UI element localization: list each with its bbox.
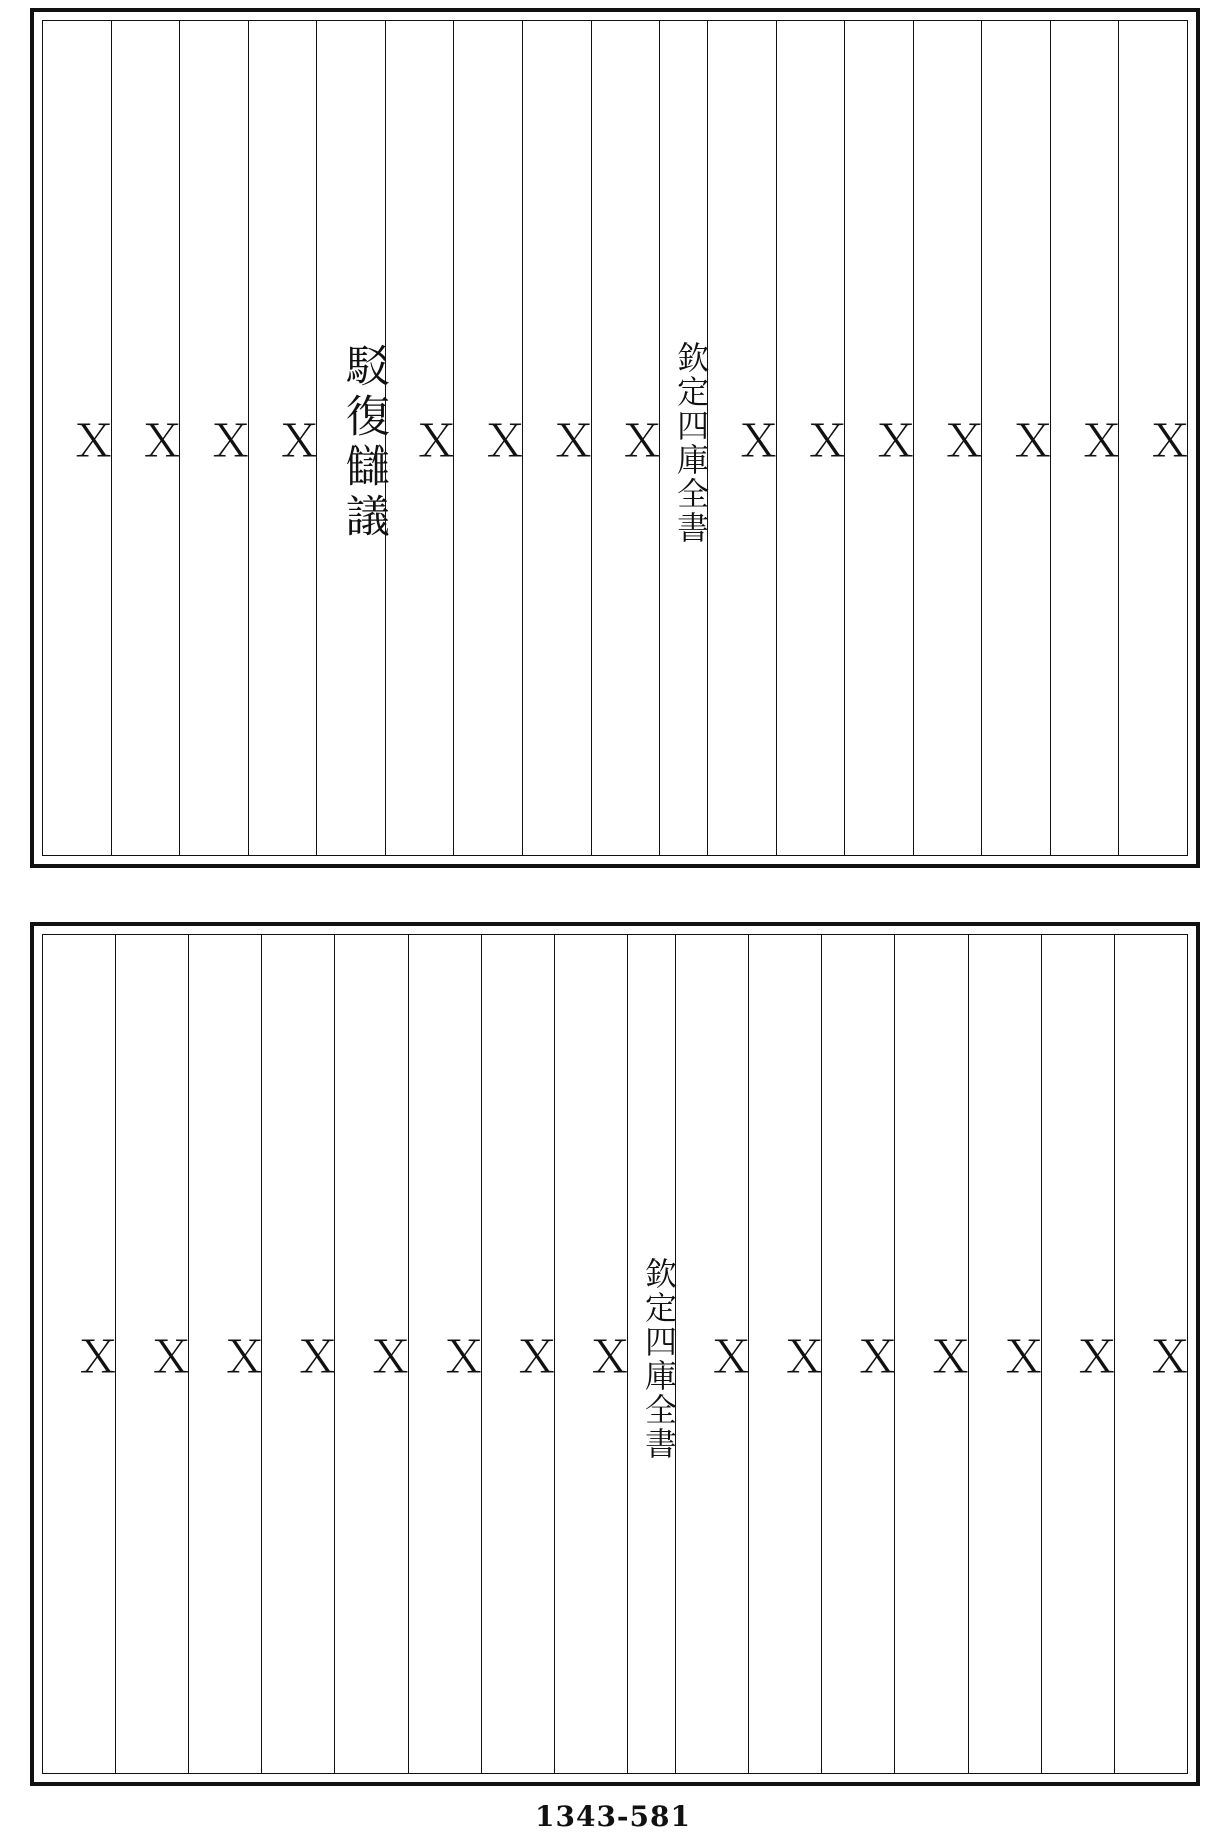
text-column: Ｘ <box>748 935 821 1773</box>
text-column: Ｘ <box>248 21 317 855</box>
text-column: Ｘ <box>1050 21 1119 855</box>
text-column: Ｘ <box>1041 935 1114 1773</box>
text-column: Ｘ <box>1118 21 1187 855</box>
text-column: Ｘ <box>968 935 1041 1773</box>
text-column: Ｘ <box>675 935 748 1773</box>
text-column: Ｘ <box>707 21 776 855</box>
book-title-banner: 欽定四庫全書 <box>627 935 675 1773</box>
text-column: Ｘ <box>776 21 845 855</box>
text-column: Ｘ <box>115 935 188 1773</box>
text-column: Ｘ <box>334 935 407 1773</box>
text-column: Ｘ <box>261 935 334 1773</box>
text-column: Ｘ <box>913 21 982 855</box>
text-column: Ｘ <box>481 935 554 1773</box>
text-column: Ｘ <box>188 935 261 1773</box>
text-column: Ｘ <box>821 935 894 1773</box>
upper-page-columns <box>43 21 1191 855</box>
text-column: Ｘ <box>408 935 481 1773</box>
upper-page-frame <box>42 20 1191 856</box>
text-column: Ｘ <box>453 21 522 855</box>
text-column: Ｘ <box>591 21 660 855</box>
text-column: Ｘ <box>844 21 913 855</box>
text-column: Ｘ <box>63 418 115 468</box>
text-column: Ｘ <box>179 21 248 855</box>
lower-page <box>30 922 1200 1786</box>
text-column: Ｘ <box>1114 935 1187 1773</box>
book-title-banner: 欽定四庫全書 <box>659 21 707 855</box>
text-column: 駁復讎議 <box>316 21 385 855</box>
text-column: Ｘ <box>111 21 180 855</box>
lower-page-frame <box>42 934 1191 1774</box>
text-column: Ｘ <box>554 935 627 1773</box>
lower-page-columns <box>43 935 1191 1773</box>
text-column: Ｘ <box>981 21 1050 855</box>
text-column: Ｘ <box>894 935 967 1773</box>
text-column: Ｘ <box>68 1334 120 1384</box>
text-column: Ｘ <box>522 21 591 855</box>
page-footer-number: 1343-581 <box>535 1800 691 1833</box>
text-column: Ｘ <box>385 21 454 855</box>
upper-page <box>30 8 1200 868</box>
